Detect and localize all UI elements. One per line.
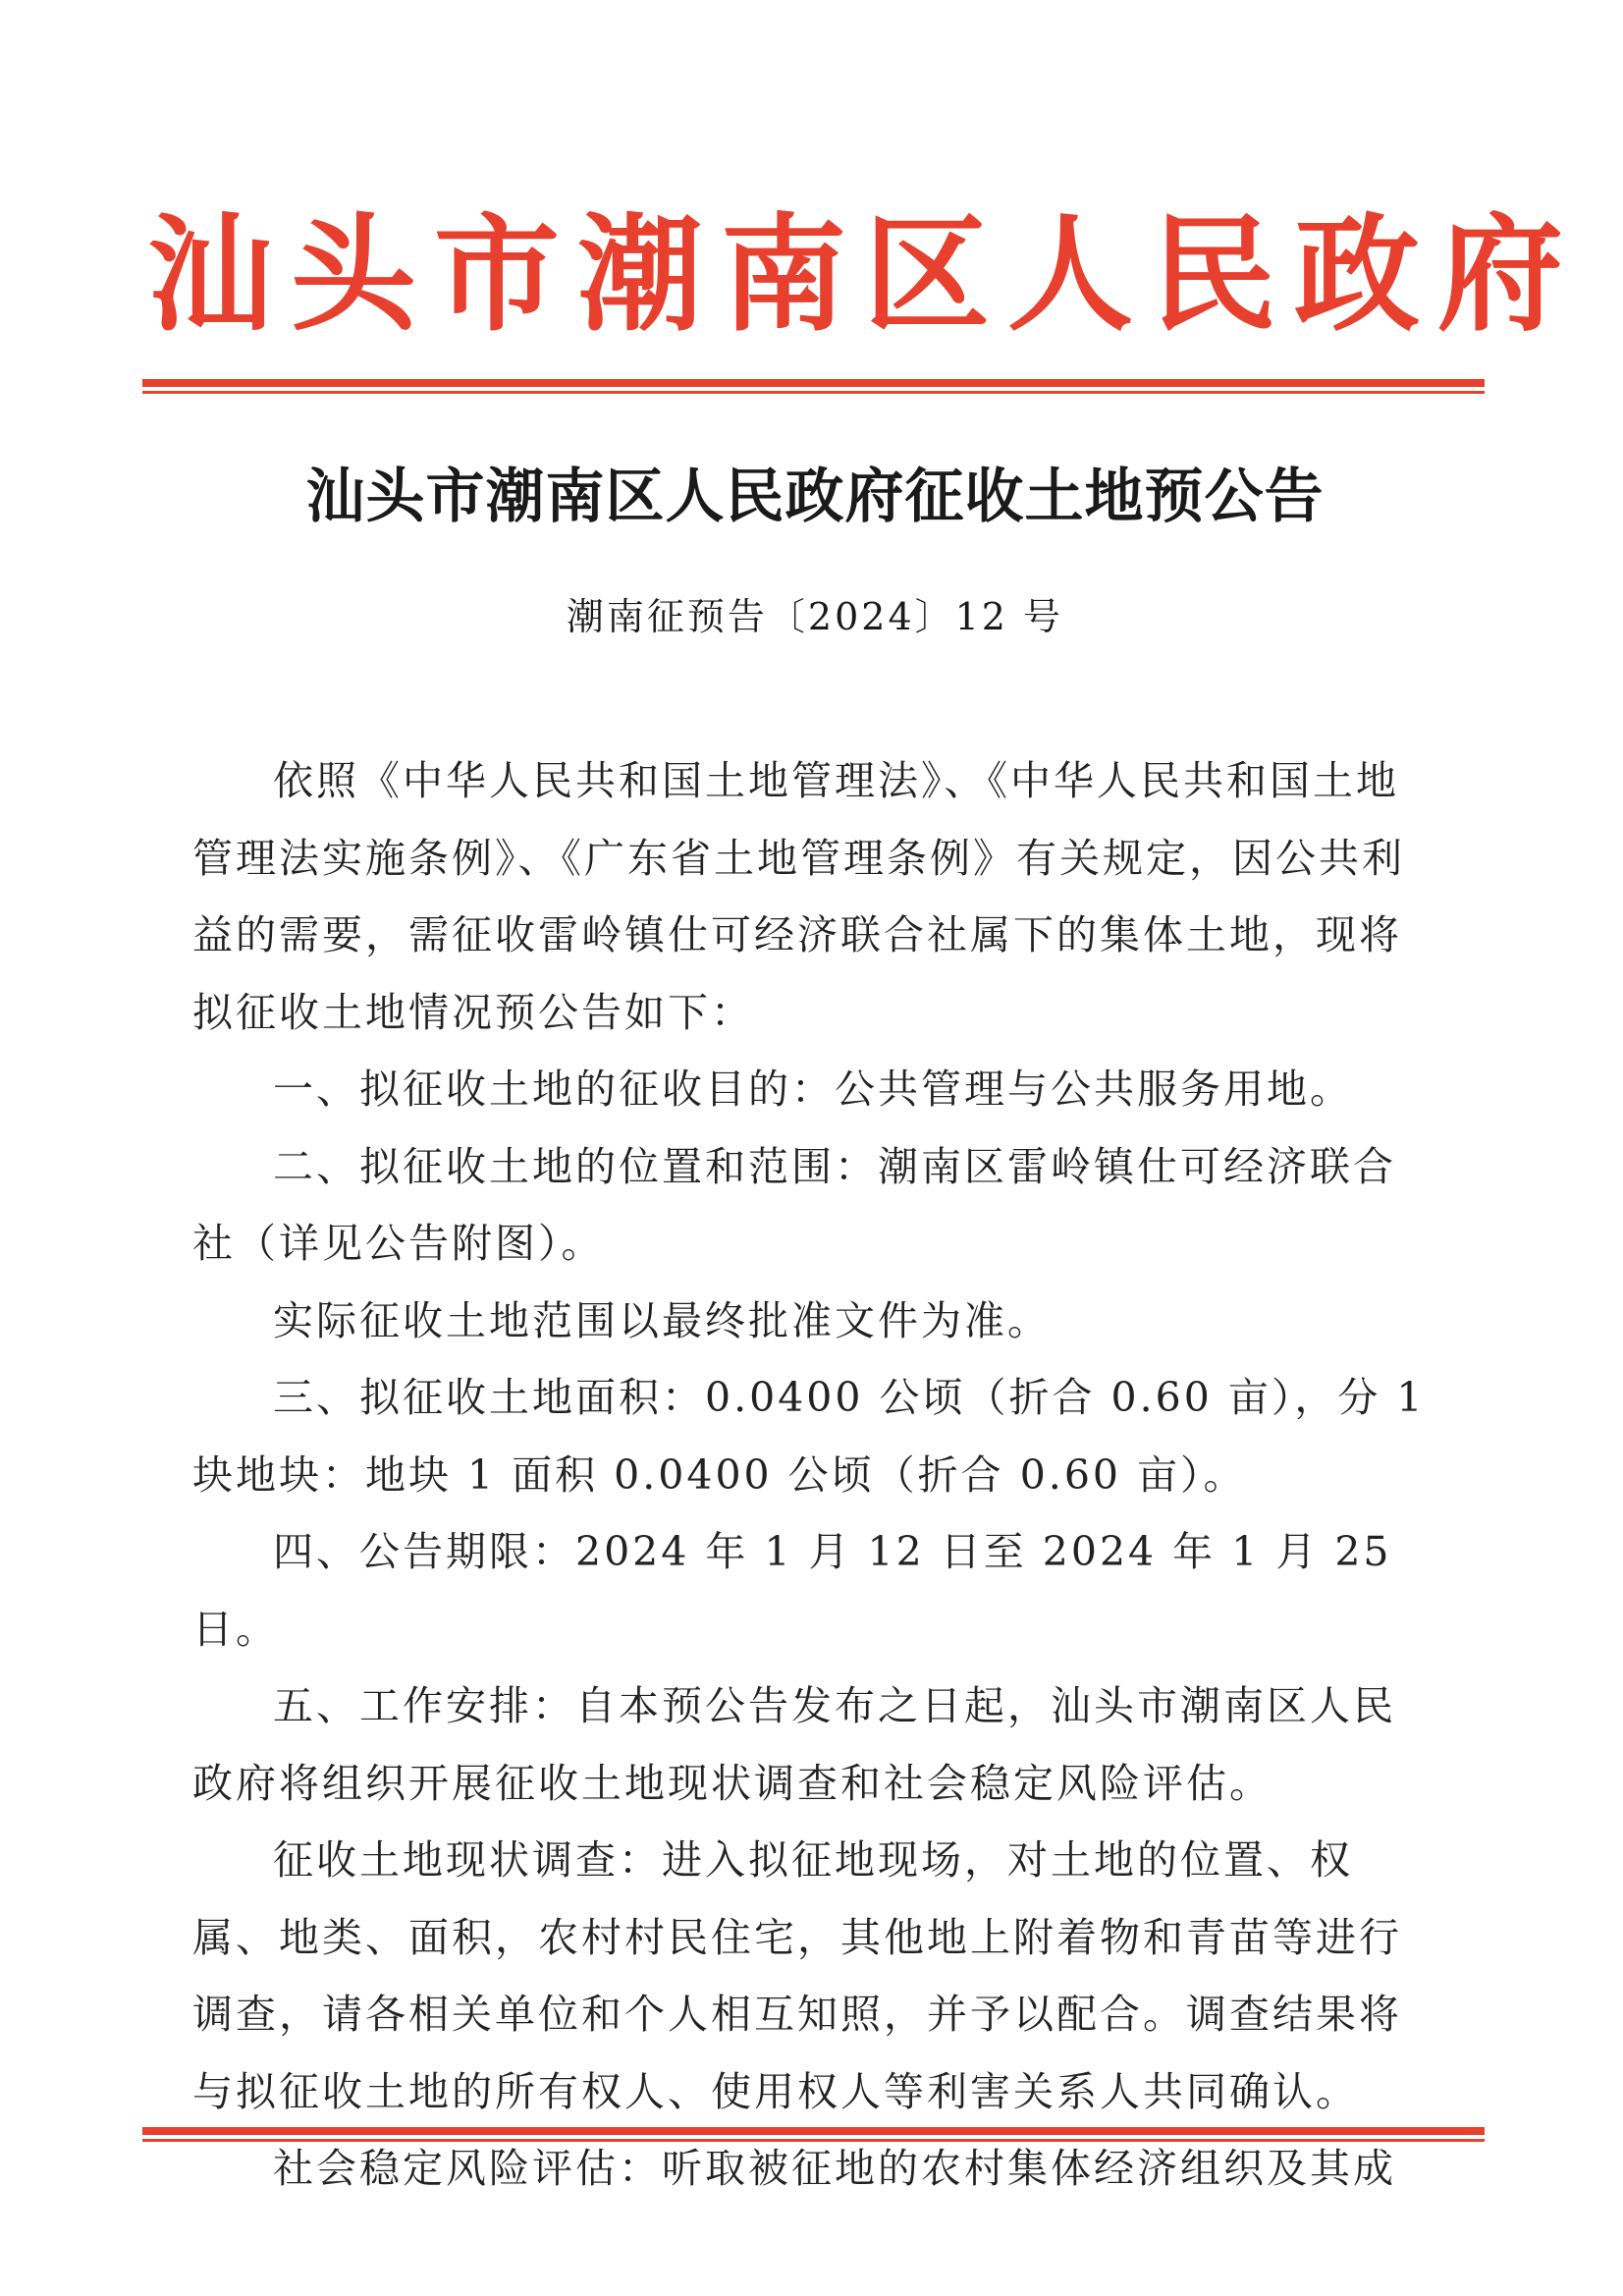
thin-rule-line	[142, 2139, 1485, 2142]
paragraph-intro: 依照《中华人民共和国土地管理法》、《中华人民共和国土地管理法实施条例》、《广东省土地管理条例》有关规定，因公共利益的需要，需征收雷岭镇仕可经济联合社属下的集体土地，现将拟征收土地情况预公告如下：	[192, 757, 1405, 1036]
paragraph-survey: 征收土地现状调查：进入拟征地现场，对土地的位置、权属、地类、面积，农村村民住宅，其他地上附着物和青苗等进行调查，请各相关单位和个人相互知照，并予以配合。调查结果将与拟征收土地的所有权人、使用权人等利害关系人共同确认。	[192, 1836, 1402, 2115]
thin-rule-line	[142, 391, 1485, 394]
paragraph-purpose: 一、拟征收土地的征收目的：公共管理与公共服务用地。	[273, 1066, 1353, 1113]
paragraph-location: 二、拟征收土地的位置和范围：潮南区雷岭镇仕可经济联合社（详见公告附图）。	[192, 1142, 1396, 1267]
footer-red-rule	[142, 2127, 1485, 2145]
government-masthead: 汕头市潮南区人民政府	[147, 201, 1582, 349]
thick-rule-line	[142, 2127, 1485, 2135]
thick-rule-line	[142, 379, 1485, 387]
notice-title: 汕头市潮南区人民政府征收土地预公告	[305, 463, 1325, 531]
paragraph-scope-note: 实际征收土地范围以最终批准文件为准。	[273, 1296, 1051, 1344]
masthead-red-rule	[142, 379, 1485, 397]
paragraph-area: 三、拟征收土地面积：0.0400 公顷（折合 0.60 亩），分 1 块地块：地块 1 面积 0.0400 公顷（折合 0.60 亩）。	[192, 1374, 1426, 1499]
document-number: 潮南征预告〔2024〕12 号	[566, 595, 1064, 638]
notice-body	[192, 742, 1426, 2208]
paragraph-period: 四、公告期限：2024 年 1 月 12 日至 2024 年 1 月 25 日。	[192, 1528, 1392, 1653]
paragraph-arrangement: 五、工作安排：自本预公告发布之日起，汕头市潮南区人民政府将组织开展征收土地现状调查和社会稳定风险评估。	[192, 1682, 1396, 1807]
paragraph-risk-assessment: 社会稳定风险评估：听取被征地的农村集体经济组织及其成	[273, 2145, 1396, 2192]
